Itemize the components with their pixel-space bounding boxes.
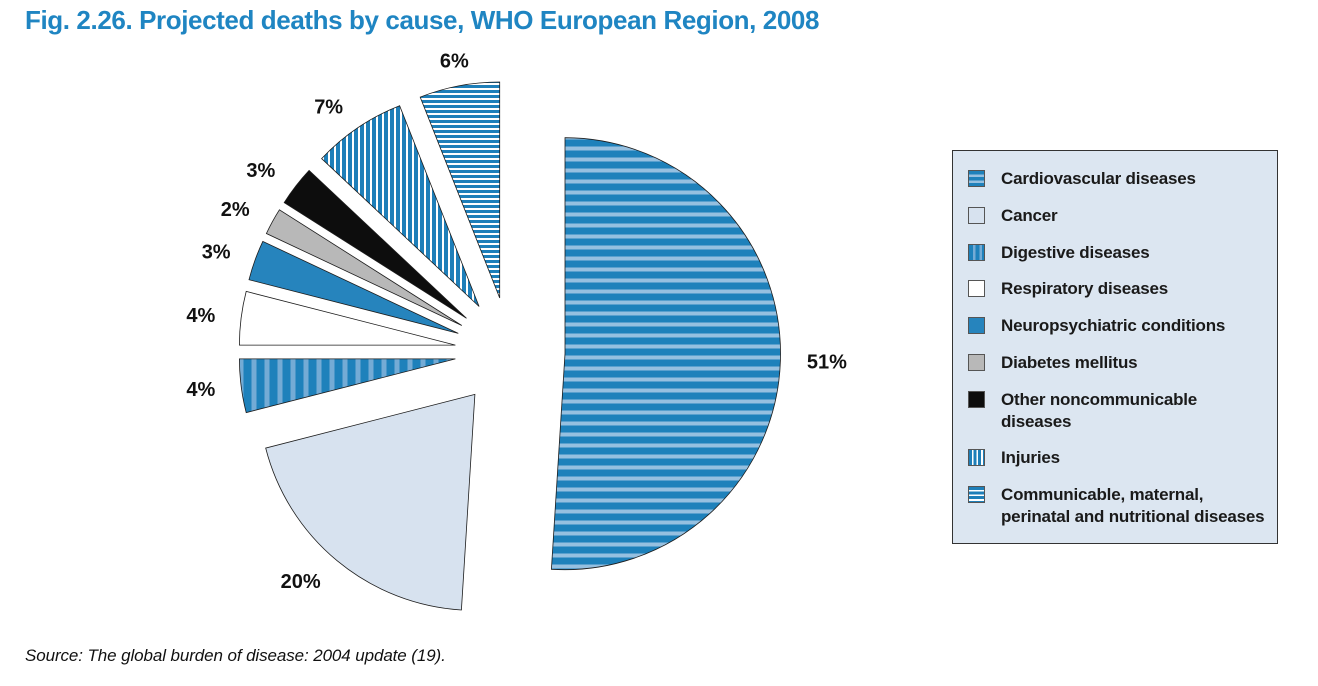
pie-slice-label: 3% [201, 241, 231, 264]
legend-swatch [968, 486, 985, 503]
legend-swatch [968, 207, 985, 224]
pie-slice-label: 20% [280, 570, 321, 593]
pie-slice-label: 4% [186, 304, 216, 327]
legend-item [968, 205, 1265, 227]
legend-swatch [968, 280, 985, 297]
legend-item-label: Communicable, maternal, perinatal and nutritional diseases [1001, 485, 1265, 526]
legend-box [952, 150, 1278, 544]
pie-slice-label: 2% [220, 198, 250, 221]
source-note: Source: The global burden of disease: 2004 update (19). [25, 646, 446, 665]
legend-item [968, 168, 1265, 190]
legend-item-label: Digestive diseases [1001, 242, 1150, 262]
legend-item-label: Neuropsychiatric conditions [1001, 316, 1226, 335]
pie-slice-label: 3% [246, 160, 276, 182]
pie-slice-label: 4% [186, 379, 216, 402]
pie-slice [239, 359, 455, 413]
legend-swatch [968, 391, 985, 408]
legend-item [968, 315, 1265, 337]
pie-slice [551, 138, 780, 570]
legend-swatch [968, 317, 985, 334]
legend-item-label: Injuries [1001, 448, 1060, 468]
legend-item-label: Cardiovascular diseases [1001, 169, 1196, 188]
pie-slices [239, 82, 780, 610]
legend-item-label: Cancer [1001, 205, 1058, 225]
legend-item-label: Other noncommunicable diseases [1001, 389, 1198, 431]
figure-title: Fig. 2.26. Projected deaths by cause, WHO European Region, 2008 [25, 5, 820, 35]
pie-slice-label: 51% [806, 351, 847, 374]
pie-slice-label: 6% [439, 50, 469, 73]
pie-slice-label: 7% [314, 96, 344, 119]
legend-swatch [968, 170, 985, 187]
legend-item-label: Respiratory diseases [1001, 279, 1169, 299]
legend-item [968, 352, 1265, 374]
legend-swatch [968, 354, 985, 371]
legend-item [968, 242, 1265, 264]
legend-item-label: Diabetes mellitus [1001, 352, 1138, 372]
legend-swatch [968, 244, 985, 261]
legend-item [968, 447, 1265, 469]
legend-item [968, 389, 1265, 433]
legend-swatch [968, 449, 985, 466]
legend-item [968, 484, 1265, 528]
legend-item [968, 278, 1265, 300]
